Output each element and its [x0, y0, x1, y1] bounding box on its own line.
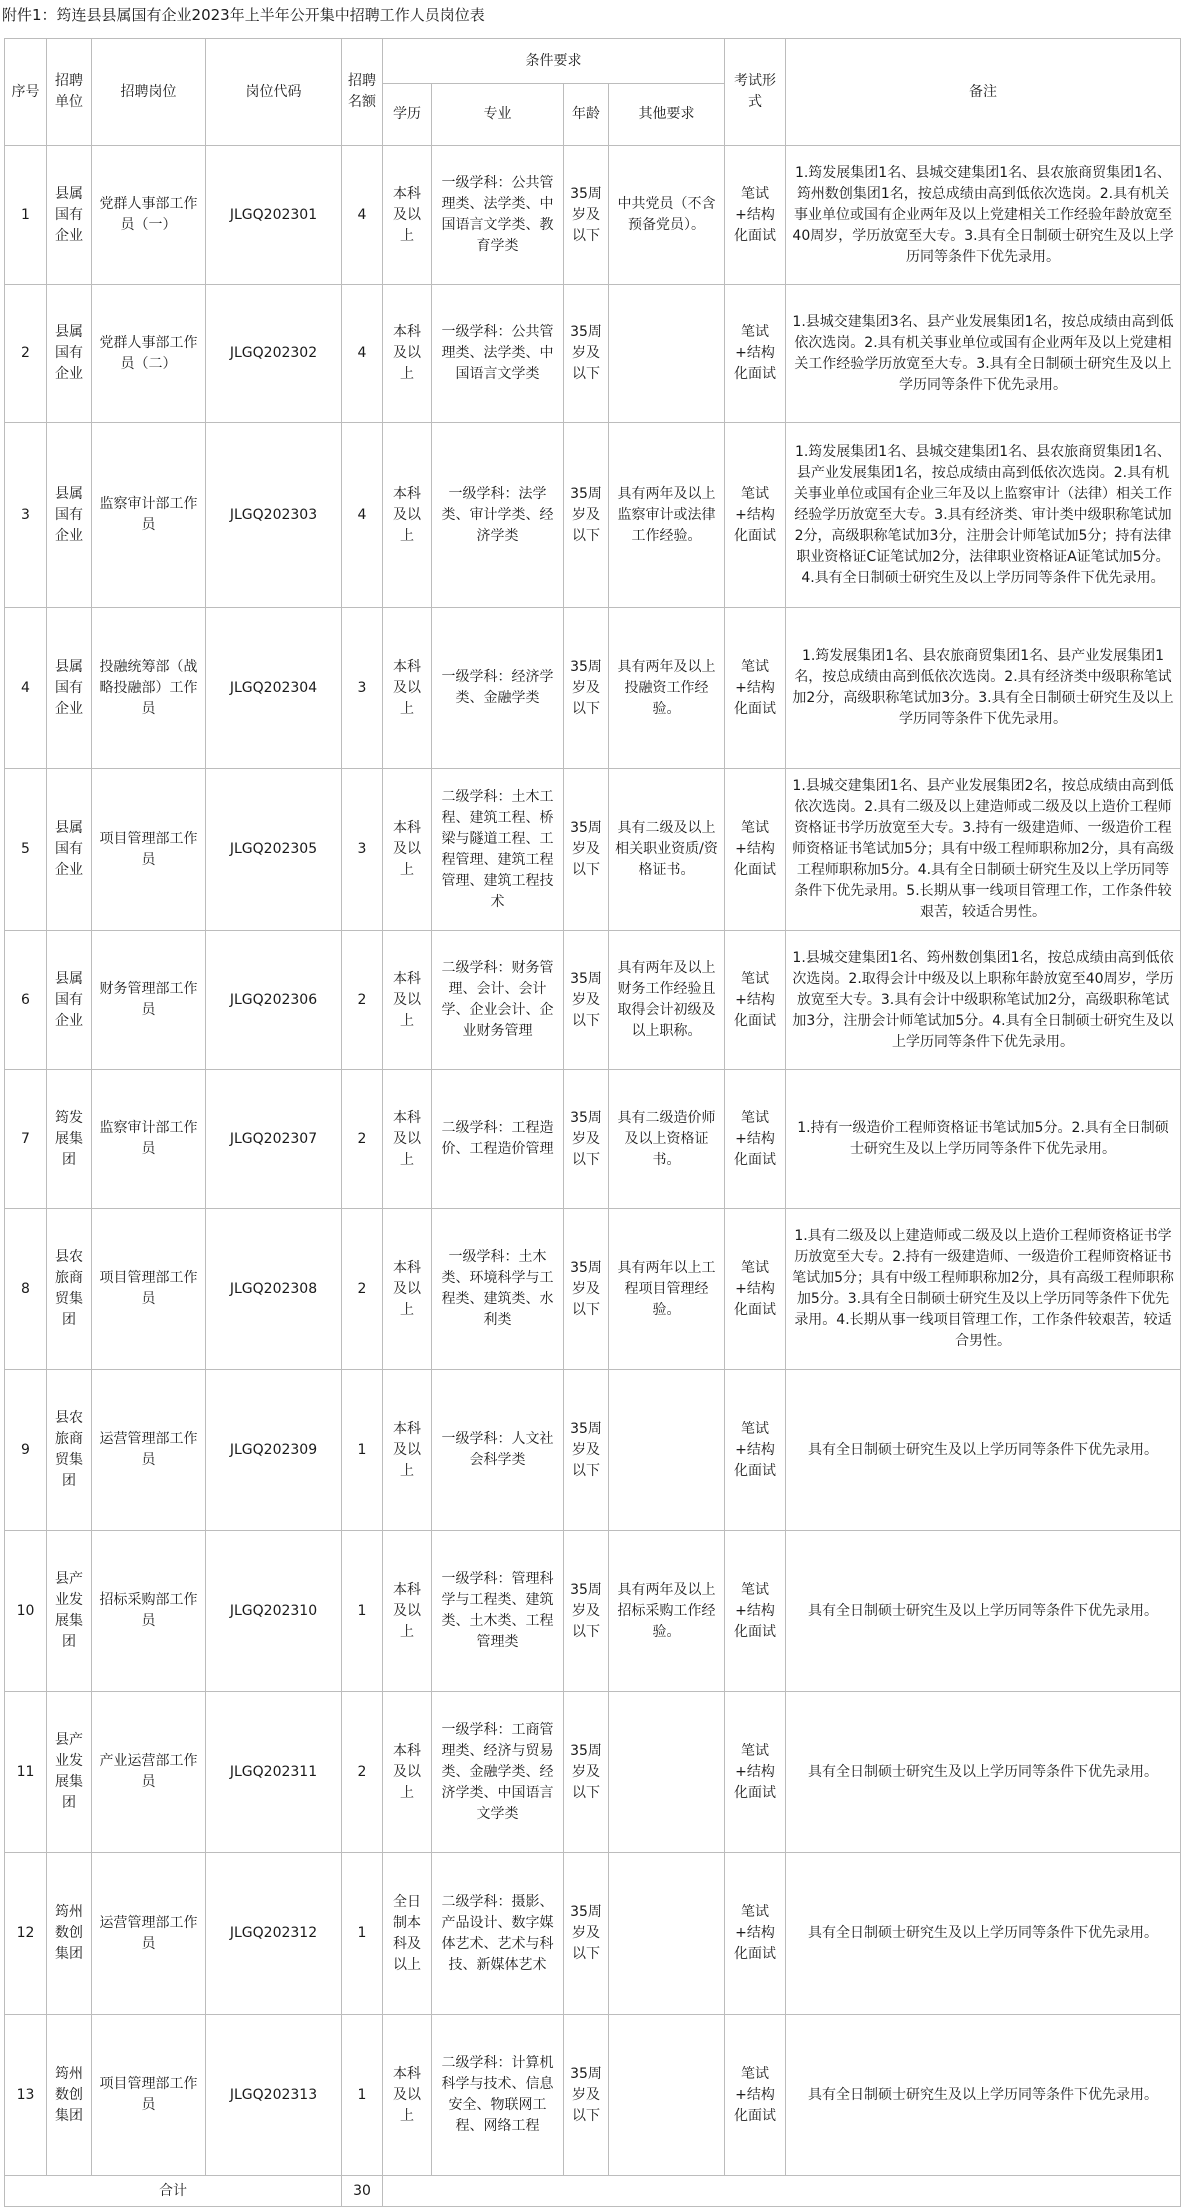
- cell-unit: 县属国有企业: [47, 608, 92, 769]
- cell-unit: 县产业发展集团: [47, 1531, 92, 1692]
- cell-unit: 县属国有企业: [47, 931, 92, 1070]
- cell-age: 35周岁及以下: [564, 1370, 609, 1531]
- cell-notes: 1.具有二级及以上建造师或二级及以上造价工程师资格证书学历放宽至大专。2.持有一级建造师、一级造价工程师资格证书笔试加5分；具有中级工程师职称加2分，具有高级工程师职称加5分。3.具有全日制硕士研究生及以上学历同等条件下优先录用。4.长期从事一线项目管理工作，工作条件较艰苦，较适合男性。: [786, 1209, 1181, 1370]
- cell-code: JLGQ202312: [206, 1853, 342, 2015]
- cell-code: JLGQ202302: [206, 285, 342, 423]
- cell-other: [609, 1370, 725, 1531]
- cell-major: 一级学科：管理科学与工程类、建筑类、土木类、工程管理类: [432, 1531, 564, 1692]
- cell-position: 运营管理部工作员: [92, 1370, 206, 1531]
- cell-unit: 县属国有企业: [47, 146, 92, 285]
- cell-position: 运营管理部工作员: [92, 1853, 206, 2015]
- cell-education: 本科及以上: [383, 1070, 432, 1209]
- cell-age: 35周岁及以下: [564, 423, 609, 608]
- cell-unit: 筠州数创集团: [47, 1853, 92, 2015]
- cell-quota: 1: [342, 1370, 383, 1531]
- header-other: 其他要求: [609, 84, 725, 146]
- cell-exam: 笔试+结构化面试: [725, 1853, 786, 2015]
- cell-major: 一级学科：人文社会科学类: [432, 1370, 564, 1531]
- table-row: [5, 608, 1181, 769]
- total-row: [5, 2176, 1181, 2207]
- cell-other: [609, 1692, 725, 1853]
- cell-quota: 2: [342, 1692, 383, 1853]
- cell-notes: 1.县城交建集团1名、筠州数创集团1名，按总成绩由高到低依次选岗。2.取得会计中级及以上职称年龄放宽至40周岁，学历放宽至大专。3.具有会计中级职称笔试加2分，高级职称笔试加3分，注册会计师笔试加5分。4.具有全日制硕士研究生及以上学历同等条件下优先录用。: [786, 931, 1181, 1070]
- cell-age: 35周岁及以下: [564, 1531, 609, 1692]
- cell-other: 中共党员（不含预备党员）。: [609, 146, 725, 285]
- cell-age: 35周岁及以下: [564, 1853, 609, 2015]
- cell-quota: 2: [342, 1209, 383, 1370]
- cell-quota: 4: [342, 146, 383, 285]
- cell-notes: 具有全日制硕士研究生及以上学历同等条件下优先录用。: [786, 1370, 1181, 1531]
- cell-education: 本科及以上: [383, 1531, 432, 1692]
- cell-education: 本科及以上: [383, 146, 432, 285]
- cell-position: 财务管理部工作员: [92, 931, 206, 1070]
- cell-quota: 1: [342, 1853, 383, 2015]
- total-label: 合计: [5, 2176, 342, 2207]
- cell-age: 35周岁及以下: [564, 608, 609, 769]
- cell-quota: 2: [342, 931, 383, 1070]
- cell-quota: 1: [342, 2015, 383, 2176]
- cell-code: JLGQ202311: [206, 1692, 342, 1853]
- header-unit: 招聘单位: [47, 39, 92, 146]
- positions-table: [4, 38, 1181, 2207]
- cell-major: 二级学科：工程造价、工程造价管理: [432, 1070, 564, 1209]
- cell-unit: 县属国有企业: [47, 769, 92, 931]
- cell-seq: 5: [5, 769, 47, 931]
- cell-education: 全日制本科及以上: [383, 1853, 432, 2015]
- cell-code: JLGQ202306: [206, 931, 342, 1070]
- cell-exam: 笔试+结构化面试: [725, 1070, 786, 1209]
- cell-other: 具有两年及以上招标采购工作经验。: [609, 1531, 725, 1692]
- cell-quota: 4: [342, 423, 383, 608]
- cell-other: [609, 2015, 725, 2176]
- cell-age: 35周岁及以下: [564, 146, 609, 285]
- cell-code: JLGQ202303: [206, 423, 342, 608]
- table-row: [5, 1692, 1181, 1853]
- table-row: [5, 423, 1181, 608]
- cell-seq: 4: [5, 608, 47, 769]
- cell-notes: 1.筠发展集团1名、县城交建集团1名、县农旅商贸集团1名、县产业发展集团1名，按总成绩由高到低依次选岗。2.具有机关事业单位或国有企业三年及以上监察审计（法律）相关工作经验学历放宽至大专。3.具有经济类、审计类中级职称笔试加2分，高级职称笔试加3分，注册会计师笔试加5分；持有法律职业资格证C证笔试加2分，法律职业资格证A证笔试加5分。4.具有全日制硕士研究生及以上学历同等条件下优先录用。: [786, 423, 1181, 608]
- cell-notes: 具有全日制硕士研究生及以上学历同等条件下优先录用。: [786, 1531, 1181, 1692]
- cell-exam: 笔试+结构化面试: [725, 1531, 786, 1692]
- cell-position: 项目管理部工作员: [92, 769, 206, 931]
- cell-notes: 1.县城交建集团1名、县产业发展集团2名，按总成绩由高到低依次选岗。2.具有二级及以上建造师或二级及以上造价工程师资格证书学历放宽至大专。3.持有一级建造师、一级造价工程师资格证书笔试加5分；具有中级工程师职称加2分，具有高级工程师职称加5分。4.具有全日制硕士研究生及以上学历同等条件下优先录用。5.长期从事一线项目管理工作，工作条件较艰苦，较适合男性。: [786, 769, 1181, 931]
- header-age: 年龄: [564, 84, 609, 146]
- cell-major: 一级学科：法学类、审计学类、经济学类: [432, 423, 564, 608]
- cell-exam: 笔试+结构化面试: [725, 608, 786, 769]
- cell-notes: 1.筠发展集团1名、县农旅商贸集团1名、县产业发展集团1名，按总成绩由高到低依次选岗。2.具有经济类中级职称笔试加2分，高级职称笔试加3分。3.具有全日制硕士研究生及以上学历同等条件下优先录用。: [786, 608, 1181, 769]
- table-body: [5, 146, 1181, 2207]
- cell-age: 35周岁及以下: [564, 2015, 609, 2176]
- cell-seq: 3: [5, 423, 47, 608]
- cell-unit: 县农旅商贸集团: [47, 1370, 92, 1531]
- cell-age: 35周岁及以下: [564, 769, 609, 931]
- cell-seq: 8: [5, 1209, 47, 1370]
- cell-position: 党群人事部工作员（二）: [92, 285, 206, 423]
- cell-code: JLGQ202301: [206, 146, 342, 285]
- cell-exam: 笔试+结构化面试: [725, 1209, 786, 1370]
- cell-education: 本科及以上: [383, 1692, 432, 1853]
- cell-exam: 笔试+结构化面试: [725, 931, 786, 1070]
- cell-notes: 1.筠发展集团1名、县城交建集团1名、县农旅商贸集团1名、筠州数创集团1名，按总成绩由高到低依次选岗。2.具有机关事业单位或国有企业两年及以上党建相关工作经验年龄放宽至40周岁，学历放宽至大专。3.具有全日制硕士研究生及以上学历同等条件下优先录用。: [786, 146, 1181, 285]
- cell-education: 本科及以上: [383, 2015, 432, 2176]
- cell-age: 35周岁及以下: [564, 1070, 609, 1209]
- cell-unit: 县产业发展集团: [47, 1692, 92, 1853]
- cell-position: 监察审计部工作员: [92, 423, 206, 608]
- cell-notes: 具有全日制硕士研究生及以上学历同等条件下优先录用。: [786, 1692, 1181, 1853]
- cell-unit: 县属国有企业: [47, 285, 92, 423]
- cell-other: [609, 285, 725, 423]
- cell-other: 具有两年及以上投融资工作经验。: [609, 608, 725, 769]
- cell-seq: 2: [5, 285, 47, 423]
- cell-notes: 1.持有一级造价工程师资格证书笔试加5分。2.具有全日制硕士研究生及以上学历同等条件下优先录用。: [786, 1070, 1181, 1209]
- cell-code: JLGQ202313: [206, 2015, 342, 2176]
- cell-major: 二级学科：财务管理、会计、会计学、企业会计、企业财务管理: [432, 931, 564, 1070]
- cell-code: JLGQ202309: [206, 1370, 342, 1531]
- cell-code: JLGQ202308: [206, 1209, 342, 1370]
- cell-exam: 笔试+结构化面试: [725, 769, 786, 931]
- page-title: 附件1：筠连县县属国有企业2023年上半年公开集中招聘工作人员岗位表: [2, 6, 485, 24]
- table-row: [5, 931, 1181, 1070]
- table-row: [5, 1853, 1181, 2015]
- cell-education: 本科及以上: [383, 285, 432, 423]
- cell-exam: 笔试+结构化面试: [725, 1370, 786, 1531]
- cell-notes: 具有全日制硕士研究生及以上学历同等条件下优先录用。: [786, 1853, 1181, 2015]
- cell-unit: 县农旅商贸集团: [47, 1209, 92, 1370]
- cell-position: 监察审计部工作员: [92, 1070, 206, 1209]
- table-row: [5, 1209, 1181, 1370]
- cell-seq: 1: [5, 146, 47, 285]
- cell-other: [609, 1853, 725, 2015]
- cell-code: JLGQ202305: [206, 769, 342, 931]
- cell-other: 具有两年及以上财务工作经验且取得会计初级及以上职称。: [609, 931, 725, 1070]
- total-value: 30: [342, 2176, 383, 2207]
- header-notes: 备注: [786, 39, 1181, 146]
- cell-unit: 筠发展集团: [47, 1070, 92, 1209]
- cell-major: 一级学科：经济学类、金融学类: [432, 608, 564, 769]
- header-major: 专业: [432, 84, 564, 146]
- cell-major: 二级学科：摄影、产品设计、数字媒体艺术、艺术与科技、新媒体艺术: [432, 1853, 564, 2015]
- cell-seq: 13: [5, 2015, 47, 2176]
- cell-exam: 笔试+结构化面试: [725, 423, 786, 608]
- cell-exam: 笔试+结构化面试: [725, 146, 786, 285]
- header-requirements: 条件要求: [383, 39, 725, 84]
- cell-unit: 筠州数创集团: [47, 2015, 92, 2176]
- cell-seq: 12: [5, 1853, 47, 2015]
- cell-seq: 11: [5, 1692, 47, 1853]
- header-quota: 招聘名额: [342, 39, 383, 146]
- cell-unit: 县属国有企业: [47, 423, 92, 608]
- table-row: [5, 769, 1181, 931]
- cell-education: 本科及以上: [383, 931, 432, 1070]
- cell-quota: 4: [342, 285, 383, 423]
- cell-other: 具有二级造价师及以上资格证书。: [609, 1070, 725, 1209]
- header-code: 岗位代码: [206, 39, 342, 146]
- header-seq: 序号: [5, 39, 47, 146]
- cell-position: 项目管理部工作员: [92, 2015, 206, 2176]
- cell-education: 本科及以上: [383, 423, 432, 608]
- cell-education: 本科及以上: [383, 769, 432, 931]
- cell-other: 具有两年以上工程项目管理经验。: [609, 1209, 725, 1370]
- header-education: 学历: [383, 84, 432, 146]
- cell-age: 35周岁及以下: [564, 1692, 609, 1853]
- cell-seq: 9: [5, 1370, 47, 1531]
- cell-quota: 1: [342, 1531, 383, 1692]
- cell-quota: 3: [342, 769, 383, 931]
- cell-quota: 2: [342, 1070, 383, 1209]
- table-row: [5, 1370, 1181, 1531]
- cell-major: 一级学科：土木类、环境科学与工程类、建筑类、水利类: [432, 1209, 564, 1370]
- cell-age: 35周岁及以下: [564, 285, 609, 423]
- cell-code: JLGQ202310: [206, 1531, 342, 1692]
- cell-age: 35周岁及以下: [564, 931, 609, 1070]
- cell-seq: 6: [5, 931, 47, 1070]
- table-row: [5, 285, 1181, 423]
- cell-education: 本科及以上: [383, 1370, 432, 1531]
- cell-exam: 笔试+结构化面试: [725, 285, 786, 423]
- table-row: [5, 146, 1181, 285]
- cell-notes: 1.县城交建集团3名、县产业发展集团1名，按总成绩由高到低依次选岗。2.具有机关事业单位或国有企业两年及以上党建相关工作经验学历放宽至大专。3.具有全日制硕士研究生及以上学历同等条件下优先录用。: [786, 285, 1181, 423]
- cell-major: 二级学科：土木工程、建筑工程、桥梁与隧道工程、工程管理、建筑工程管理、建筑工程技术: [432, 769, 564, 931]
- cell-position: 招标采购部工作员: [92, 1531, 206, 1692]
- cell-notes: 具有全日制硕士研究生及以上学历同等条件下优先录用。: [786, 2015, 1181, 2176]
- cell-seq: 7: [5, 1070, 47, 1209]
- cell-major: 一级学科：工商管理类、经济与贸易类、金融学类、经济学类、中国语言文学类: [432, 1692, 564, 1853]
- cell-major: 一级学科：公共管理类、法学类、中国语言文学类: [432, 285, 564, 423]
- cell-age: 35周岁及以下: [564, 1209, 609, 1370]
- cell-code: JLGQ202304: [206, 608, 342, 769]
- cell-other: 具有两年及以上监察审计或法律工作经验。: [609, 423, 725, 608]
- cell-quota: 3: [342, 608, 383, 769]
- cell-code: JLGQ202307: [206, 1070, 342, 1209]
- cell-position: 产业运营部工作员: [92, 1692, 206, 1853]
- table-row: [5, 1531, 1181, 1692]
- cell-education: 本科及以上: [383, 1209, 432, 1370]
- cell-position: 项目管理部工作员: [92, 1209, 206, 1370]
- cell-major: 二级学科：计算机科学与技术、信息安全、物联网工程、网络工程: [432, 2015, 564, 2176]
- cell-exam: 笔试+结构化面试: [725, 2015, 786, 2176]
- table-row: [5, 1070, 1181, 1209]
- cell-position: 投融统筹部（战略投融部）工作员: [92, 608, 206, 769]
- cell-position: 党群人事部工作员（一）: [92, 146, 206, 285]
- cell-education: 本科及以上: [383, 608, 432, 769]
- cell-major: 一级学科：公共管理类、法学类、中国语言文学类、教育学类: [432, 146, 564, 285]
- total-blank: [383, 2176, 1181, 2207]
- cell-seq: 10: [5, 1531, 47, 1692]
- header-exam: 考试形式: [725, 39, 786, 146]
- header-position: 招聘岗位: [92, 39, 206, 146]
- cell-exam: 笔试+结构化面试: [725, 1692, 786, 1853]
- cell-other: 具有二级及以上相关职业资质/资格证书。: [609, 769, 725, 931]
- table-row: [5, 2015, 1181, 2176]
